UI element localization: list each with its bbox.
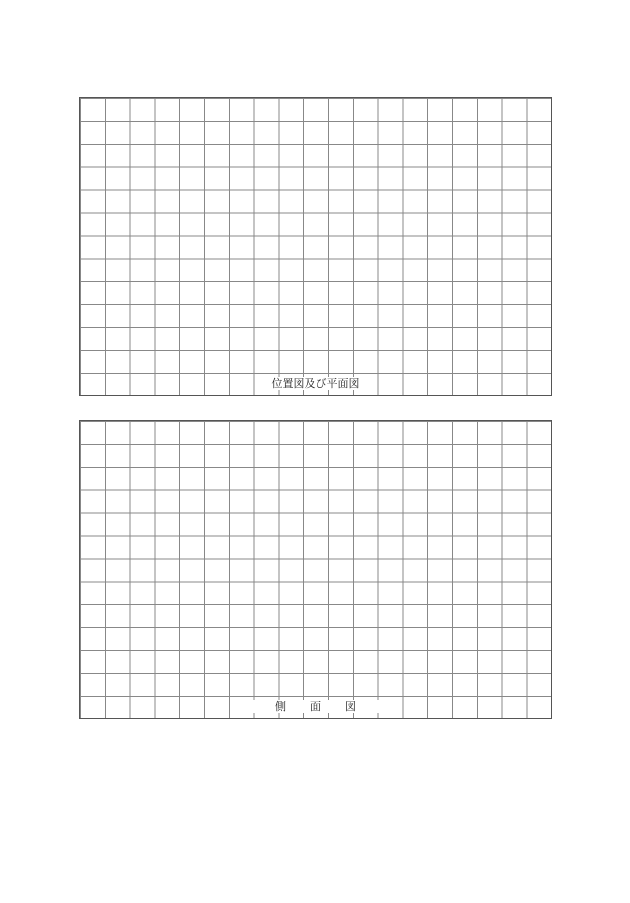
side-view-caption-text: 側面図 [248, 700, 383, 713]
side-view-caption [80, 696, 551, 718]
location-plan-grid [79, 97, 552, 396]
location-plan-caption-text: 位置図及び平面図 [269, 377, 363, 390]
side-view-grid [79, 420, 552, 719]
location-plan-caption [80, 373, 551, 395]
